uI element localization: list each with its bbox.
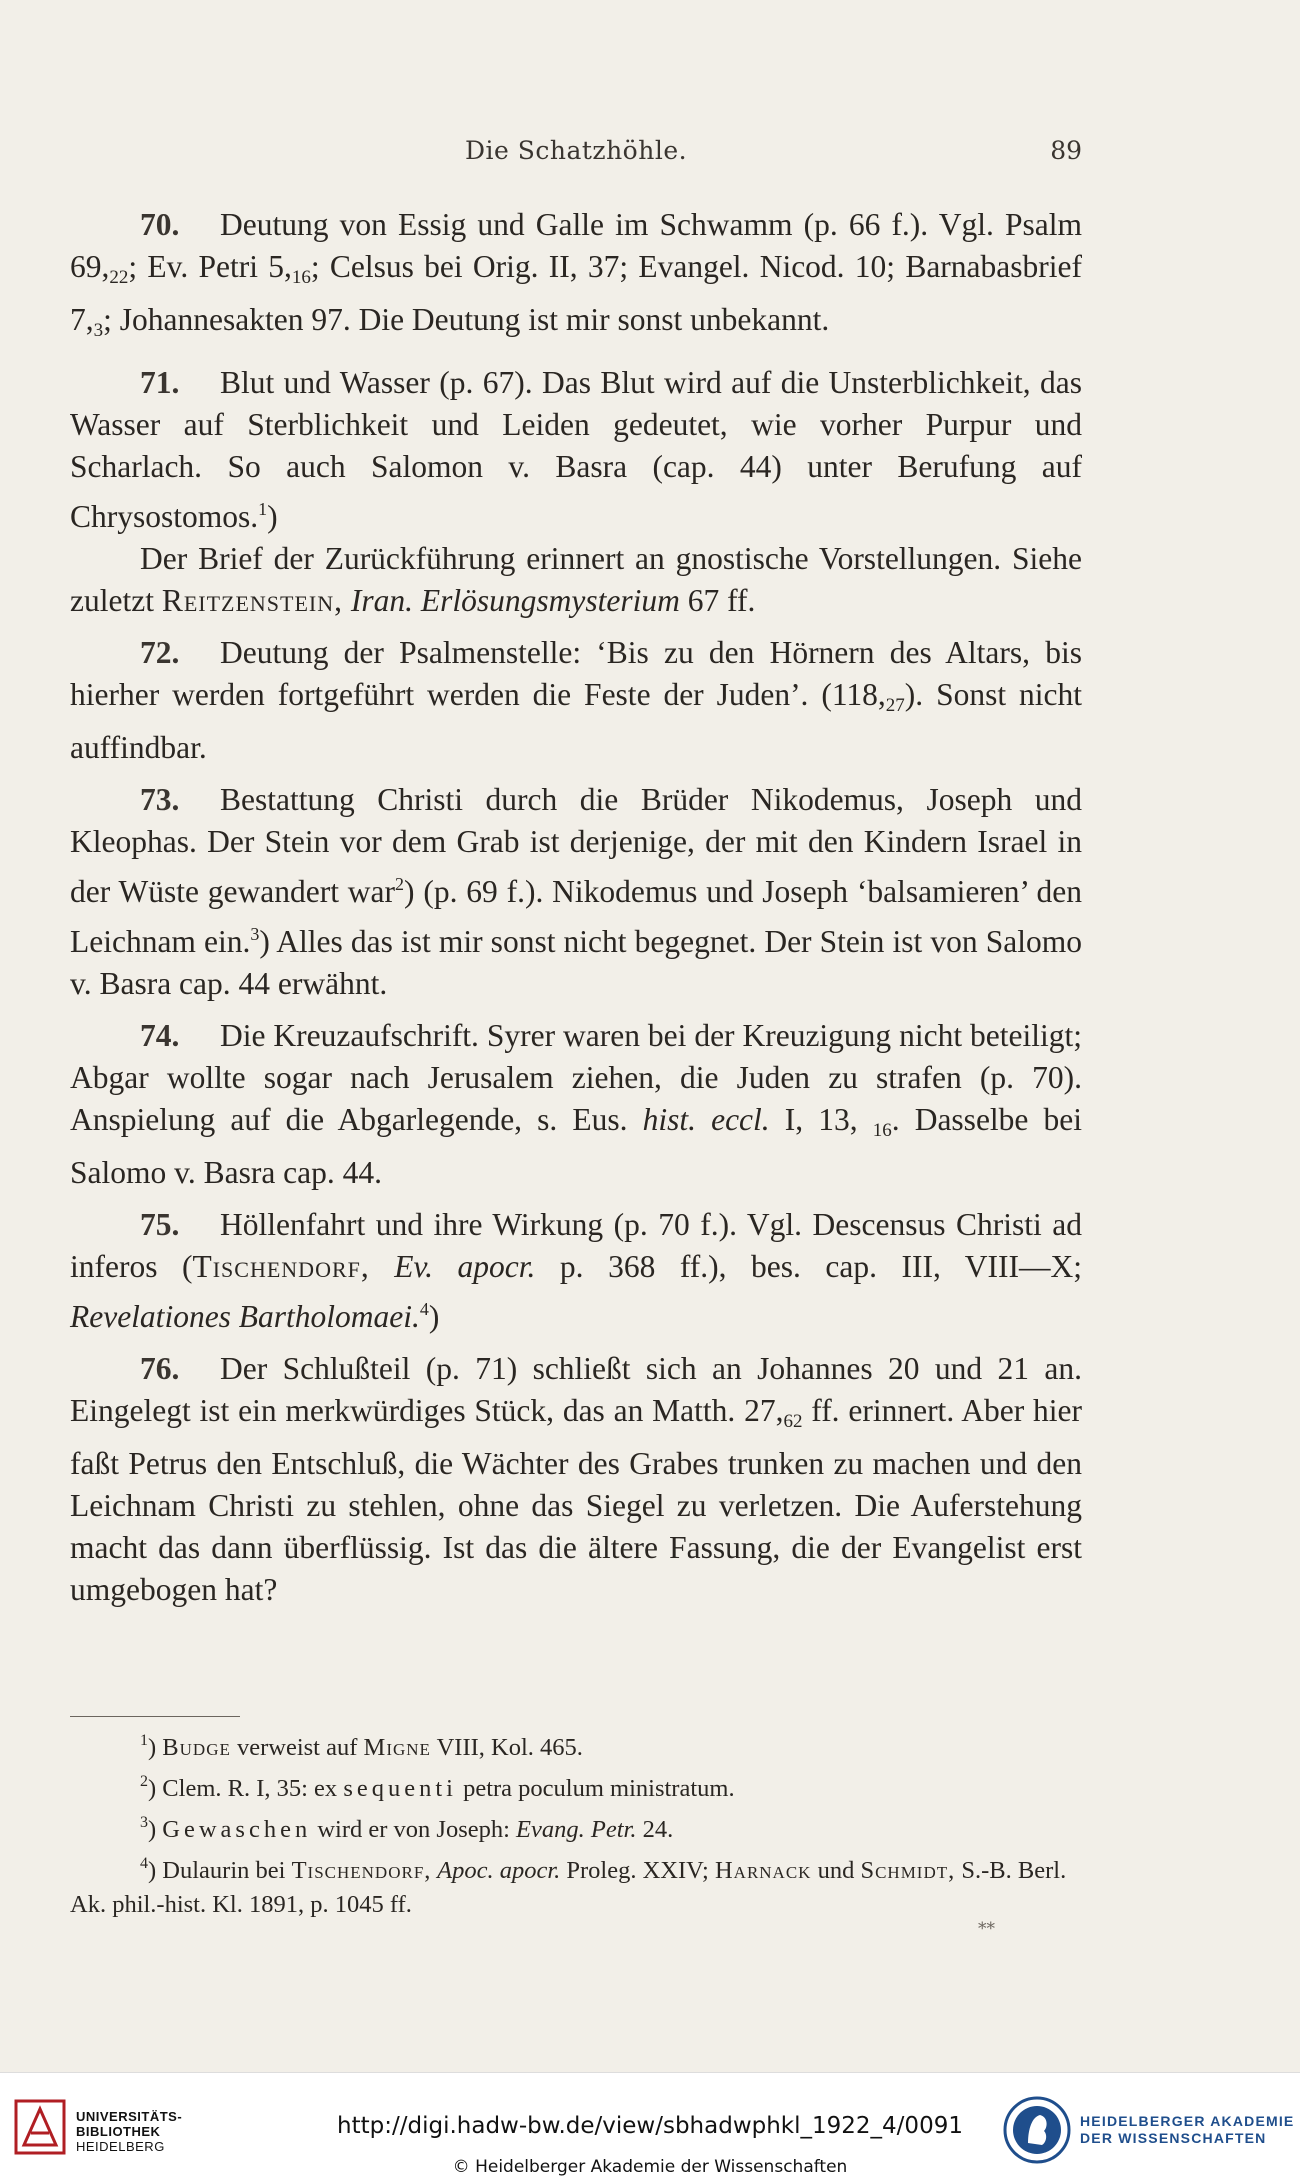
copyright-notice: © Heidelberger Akademie der Wissenschaften	[452, 2157, 848, 2177]
paragraph-72	[70, 632, 1082, 769]
text-run: ; Celsus bei Orig. II, 37; Evangel. Nicod. 10; Barnabasbrief 7,	[70, 249, 1082, 337]
academy-line: DER WISSENSCHAFTEN	[1080, 2130, 1267, 2146]
work-reference: Evang. Petr.	[516, 1816, 637, 1843]
text-run: Bestattung Christi durch die Brüder Nikodemus, Joseph und Kleophas. Der Stein vor dem Grab ist derjenige, der mit den Kindern Israel in der Wüste gewandert war	[70, 782, 1082, 909]
text-run: )	[428, 1299, 440, 1334]
section-number: 71.	[140, 365, 180, 400]
section-number: 73.	[140, 782, 180, 817]
text-run: Der Brief der Zurückführung erinnert an gnostische Vorstellungen. Siehe zuletzt	[70, 541, 1082, 618]
section-number: 74.	[140, 1018, 180, 1053]
text-run: petra poculum ministratum.	[456, 1775, 735, 1802]
work-reference: hist. eccl.	[642, 1102, 770, 1137]
author-name: Tischendorf,	[291, 1857, 432, 1884]
paragraph-75	[70, 1204, 1082, 1338]
text-run: I, 13,	[769, 1102, 873, 1137]
text-run: S.-B. Berl. Ak. phil.-hist. Kl. 1891, p. 1045 ff.	[70, 1857, 1067, 1918]
subscript: 27	[885, 695, 905, 716]
text-run: 24.	[636, 1816, 674, 1843]
academy-seal-icon	[1002, 2095, 1072, 2165]
library-line: BIBLIOTHEK	[76, 2124, 161, 2139]
work-title: Iran. Erlösungsmysterium	[350, 583, 680, 618]
footnote-divider	[70, 1716, 240, 1717]
subscript: 16	[872, 1120, 892, 1141]
library-line: HEIDELBERG	[76, 2139, 165, 2154]
emphasized-word: Gewaschen	[162, 1816, 312, 1843]
subscript: 16	[291, 267, 311, 288]
text-run: Die Kreuzaufschrift. Syrer waren bei der Kreuzigung nicht beteiligt; Abgar wollte sogar nach Jerusalem ziehen, die Juden zu strafen (p. 70). Anspielung auf die Abgarlegende, s. Eus.	[70, 1018, 1082, 1137]
author-name: Reitzenstein,	[161, 583, 344, 618]
academy-line: HEIDELBERGER AKADEMIE	[1080, 2113, 1295, 2129]
text-run: )	[267, 499, 278, 534]
text-run: ; Johannesakten 97. Die Deutung ist mir sonst unbekannt.	[103, 302, 830, 337]
text-run: Der Schlußteil (p. 71) schließt sich an Johannes 20 und 21 an. Eingelegt ist ein merkwürdiges Stück, das an Matth. 27,	[70, 1351, 1082, 1428]
text-run: Clem. R. I, 35: ex	[162, 1775, 344, 1802]
paragraph-76	[70, 1348, 1082, 1611]
text-run: Deutung der Psalmenstelle: ‘Bis zu den Hörnern des Altars, bis hierher werden fortgeführt werden die Feste der Juden’. (118,	[70, 635, 1082, 712]
section-number: 70.	[140, 207, 180, 242]
library-line: UNIVERSITÄTS-	[76, 2109, 183, 2124]
emphasized-word: sequenti	[343, 1775, 457, 1802]
academy-name	[1080, 2113, 1294, 2147]
text-run: ) Alles das ist mir sonst nicht begegnet. Der Stein ist von Salomo v. Basra cap. 44 erwähnt.	[70, 924, 1082, 1001]
text-run: VIII, Kol. 465.	[430, 1734, 583, 1761]
text-run: wird er von Joseph:	[311, 1816, 517, 1843]
text-run: Deutung von Essig und Galle im Schwamm (p. 66 f.). Vgl. Psalm 69,	[70, 207, 1082, 284]
text-run: 67 ff.	[679, 583, 756, 618]
text-run: . Dasselbe bei Salomo v. Basra cap. 44.	[70, 1102, 1082, 1190]
text-run: Dulaurin bei	[162, 1857, 292, 1884]
author-name: Harnack	[714, 1857, 812, 1884]
subscript: 22	[109, 267, 129, 288]
text-run: p. 368 ff.), bes. cap. III, VIII—X;	[535, 1249, 1082, 1284]
text-run: ; Ev. Petri 5,	[128, 249, 292, 284]
author-name: Budge	[162, 1734, 231, 1761]
work-reference: Revelationes Bartholomaei.	[70, 1299, 420, 1334]
body-text	[70, 204, 1082, 1611]
author-name: Tischendorf,	[192, 1249, 370, 1284]
footnote-mark: 2	[140, 1773, 148, 1790]
signature-mark: **	[978, 1919, 995, 1939]
paragraph-71	[70, 362, 1082, 538]
text-run: und	[811, 1857, 861, 1884]
footnote-mark: 4	[140, 1855, 148, 1872]
footnote-1: $^1$) Budge verweist auf Migne VIII, Kol. 465.	[140, 1732, 583, 1761]
running-title: Die Schatzhöhle.	[464, 136, 688, 165]
work-reference: Ev. apocr.	[369, 1249, 536, 1284]
author-name: Schmidt,	[860, 1857, 956, 1884]
text-run: verweist auf	[230, 1734, 364, 1761]
section-number: 76.	[140, 1351, 180, 1386]
footnote-ref[interactable]: 1	[258, 499, 268, 519]
footnote-4: $^4$) Dulaurin bei Tischendorf, Apoc. apocr. Proleg. XXIV; Harnack und Schmidt, S.-B. Berl. Ak. phil.-hist. Kl. 1891, p. 1045 ff.	[70, 1855, 1067, 1918]
paragraph-71-continued	[70, 538, 1082, 622]
viewer-footer	[0, 2072, 1300, 2182]
footnote-ref[interactable]: 2	[395, 874, 405, 894]
text-run: Blut und Wasser (p. 67). Das Blut wird auf die Unsterblichkeit, das Wasser auf Sterblichkeit und Leiden gedeutet, wie vorher Purpur und Scharlach. So auch Salomon v. Basra (cap. 44) unter Berufung auf Chrysostomos.	[70, 365, 1082, 534]
paragraph-74	[70, 1015, 1082, 1194]
footnote-ref[interactable]: 4	[419, 1299, 429, 1319]
footnote-3: $^3$) Gewaschen wird er von Joseph: Evang. Petr. 24.	[140, 1814, 674, 1843]
footnote-mark: 1	[140, 1732, 148, 1749]
footnote-ref[interactable]: 3	[250, 924, 260, 944]
text-run: Proleg. XXIV;	[560, 1857, 715, 1884]
author-name: Migne	[363, 1734, 431, 1761]
footnotes	[70, 1724, 1082, 1922]
subscript: 3	[93, 320, 104, 341]
text-run: Höllenfahrt und ihre Wirkung (p. 70 f.). Vgl. Descensus Christi ad inferos (	[70, 1207, 1082, 1284]
text-run: ). Sonst nicht auffindbar.	[70, 677, 1082, 765]
paragraph-73	[70, 779, 1082, 1005]
section-number: 75.	[140, 1207, 180, 1242]
page-number: 89	[1050, 136, 1082, 165]
paragraph-70	[70, 204, 1082, 352]
text-run: ff. erinnert. Aber hier faßt Petrus den Entschluß, die Wächter des Grabes trunken zu machen und den Leichnam Christi zu stehlen, ohne das Siegel zu verletzen. Die Auferstehung macht das dann überflüssig. Ist das die ältere Fassung, die der Evangelist erst umgebogen hat?	[70, 1393, 1083, 1607]
subscript: 62	[783, 1411, 803, 1432]
section-number: 72.	[140, 635, 180, 670]
permalink-url[interactable]: http://digi.hadw-bw.de/view/sbhadwphkl_1922_4/0091	[337, 2113, 963, 2139]
work-reference: Apoc. apocr.	[431, 1857, 561, 1884]
footnote-2: $^2$) Clem. R. I, 35: ex sequenti petra poculum ministratum.	[140, 1773, 735, 1802]
footnote-mark: 3	[140, 1814, 148, 1831]
text-run: ) (p. 69 f.). Nikodemus und Joseph ‘balsamieren’ den Leichnam ein.	[70, 874, 1083, 959]
